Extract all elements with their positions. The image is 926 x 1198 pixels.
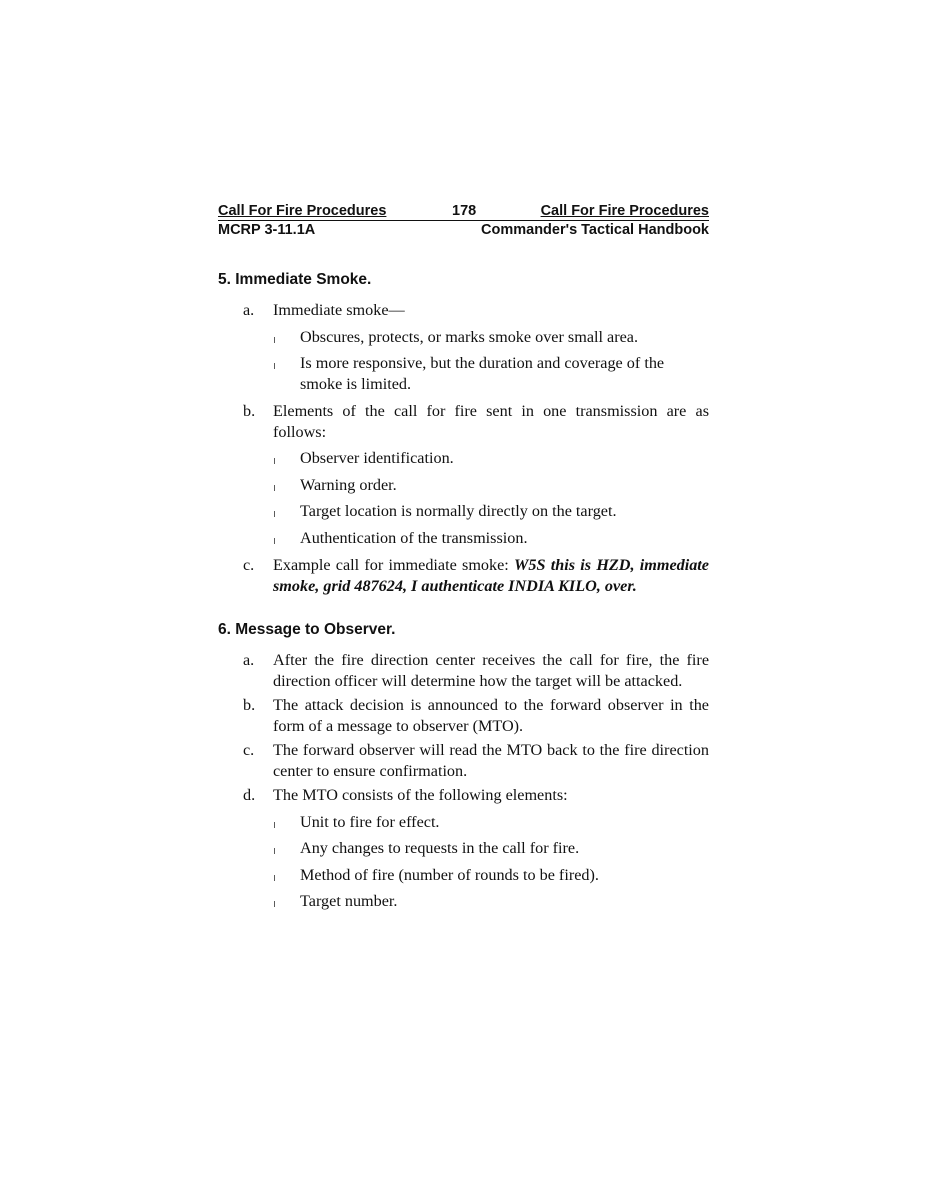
bullet-item: [218, 865, 709, 886]
item-text: Elements of the call for fire sent in one transmission are as follows:: [273, 402, 709, 441]
bullet-item: [218, 448, 709, 469]
document-page: [218, 202, 709, 912]
header-handbook-title: Commander's Tactical Handbook: [481, 222, 709, 238]
running-header-top: [218, 202, 709, 221]
bullet-marker-icon: ı: [273, 818, 277, 831]
bullet-marker-icon: ı: [273, 534, 277, 547]
list-item: [218, 695, 709, 736]
item-label: c.: [243, 741, 255, 759]
bullet-item: [218, 327, 709, 348]
item-text: Example call for immediate smoke:: [273, 556, 509, 574]
bullet-marker-icon: ı: [273, 871, 277, 884]
bullet-marker-icon: ı: [273, 898, 277, 910]
item-text: Immediate smoke—: [273, 301, 405, 319]
bullet-text: Target location is normally directly on the target.: [300, 502, 617, 520]
list-item: [218, 785, 709, 806]
bullet-marker-icon: ı: [273, 360, 277, 372]
bullet-text: Obscures, protects, or marks smoke over small area.: [300, 327, 639, 346]
item-label: d.: [243, 786, 256, 804]
section-title-message-to-observer: 6. Message to Observer.: [218, 621, 396, 638]
item-text: After the fire direction center receives the call for fire, the fire direction officer will determine how the target will be attacked.: [273, 651, 709, 690]
bullet-item: [218, 812, 709, 833]
item-label: b.: [243, 696, 256, 714]
item-label: a.: [243, 301, 255, 319]
bullet-marker-icon: ı: [273, 455, 277, 467]
bullet-text: Method of fire (number of rounds to be fired).: [300, 865, 599, 884]
list-item: [218, 650, 709, 691]
bullet-marker-icon: ı: [273, 845, 277, 857]
item-text: The forward observer will read the MTO back to the fire direction center to ensure confirmation.: [273, 741, 709, 780]
bullet-text: Authentication of the transmission.: [300, 528, 528, 547]
bullet-text: Any changes to requests in the call for fire.: [300, 839, 580, 857]
bullet-text: Unit to fire for effect.: [300, 812, 440, 831]
bullet-item: [218, 353, 709, 394]
list-item: [218, 555, 709, 596]
list-item: [218, 401, 709, 442]
item-label: c.: [243, 556, 255, 574]
bullet-text: Is more responsive, but the duration and coverage of the smoke is limited.: [300, 354, 665, 393]
item-text: The attack decision is announced to the forward observer in the form of a message to observer (MTO).: [273, 696, 709, 735]
bullet-marker-icon: ı: [273, 508, 277, 520]
list-item: [218, 300, 709, 321]
example-transmission: W5S this is HZD, immediate smoke, grid 487624, I authenticate INDIA KILO, over.: [273, 556, 709, 595]
bullet-item: [218, 528, 709, 549]
list-item: [218, 740, 709, 781]
bullet-marker-icon: ı: [273, 333, 277, 346]
bullet-item: [218, 838, 709, 859]
bullet-text: Target number.: [300, 892, 398, 910]
header-right-title: Call For Fire Procedures: [540, 203, 709, 219]
item-label: b.: [243, 402, 256, 420]
page-number: 178: [452, 203, 477, 219]
item-text: The MTO consists of the following elements:: [273, 786, 568, 804]
bullet-item: [218, 891, 709, 912]
header-left-title: Call For Fire Procedures: [218, 203, 387, 219]
bullet-text: Warning order.: [300, 475, 397, 494]
bullet-item: [218, 475, 709, 496]
running-header-bottom: [218, 221, 709, 239]
item-label: a.: [243, 651, 255, 669]
section-title-immediate-smoke: 5. Immediate Smoke.: [218, 271, 372, 288]
bullet-marker-icon: ı: [273, 481, 277, 494]
header-publication-id: MCRP 3-11.1A: [218, 222, 316, 238]
bullet-item: [218, 501, 709, 522]
bullet-text: Observer identification.: [300, 449, 454, 467]
